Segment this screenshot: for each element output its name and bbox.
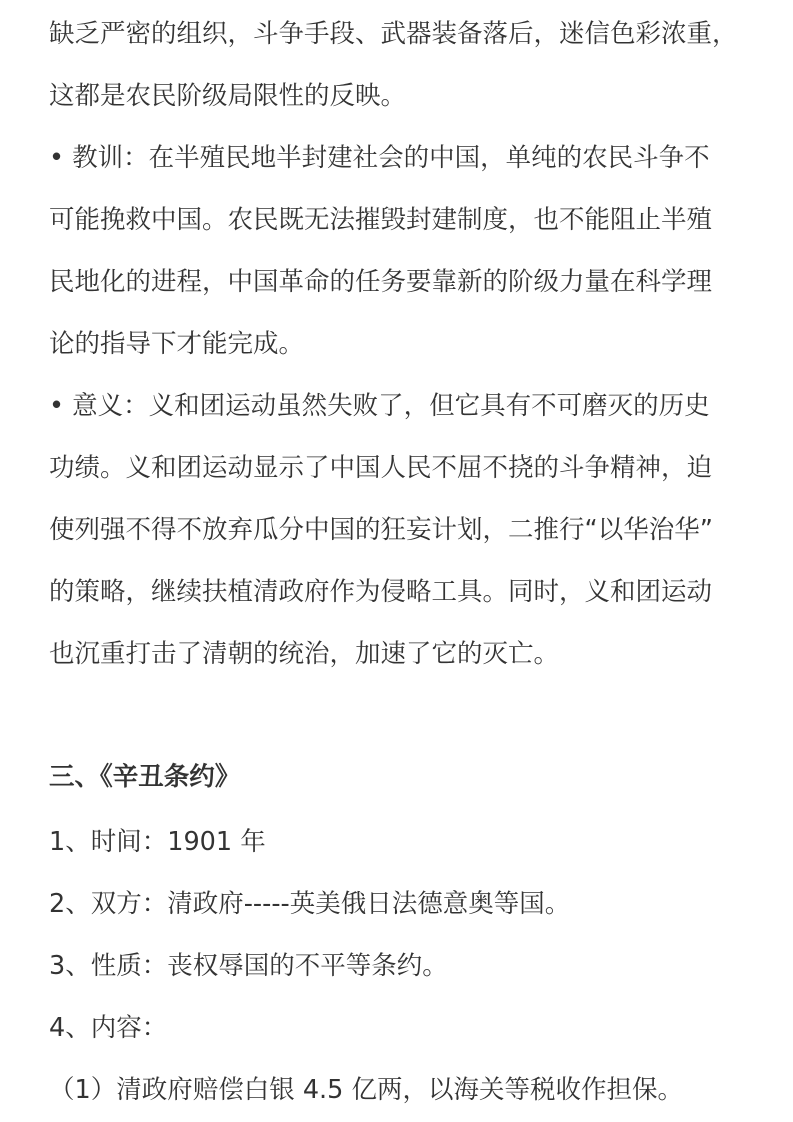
failure-paragraph-line-2: 这都是农民阶级局限性的反映。 [49, 81, 407, 111]
lesson-paragraph-line-3: 民地化的进程，中国革命的任务要靠新的阶级力量在科学理 [49, 267, 713, 297]
significance-paragraph-line-2: 功绩。义和团运动显示了中国人民不屈不挠的斗争精神，迫 [49, 453, 713, 483]
lesson-paragraph-line-4: 论的指导下才能完成。 [49, 329, 305, 359]
significance-paragraph-line-3: 使列强不得不放弃瓜分中国的狂妄计划，二推行“以华治华” [49, 515, 713, 545]
list-item-nature: 3、性质：丧权辱国的不平等条约。 [49, 951, 448, 981]
list-item-content: 4、内容： [49, 1013, 168, 1043]
section-heading: 三、《辛丑条约》 [49, 762, 241, 792]
lesson-paragraph-line-1: • 教训：在半殖民地半封建社会的中国，单纯的农民斗争不 [49, 143, 710, 173]
significance-paragraph-line-5: 也沉重打击了清朝的统治，加速了它的灭亡。 [49, 639, 560, 669]
list-item-time: 1、时间：1901 年 [49, 827, 266, 857]
list-item-content-1: （1）清政府赔偿白银 4.5 亿两，以海关等税收作担保。 [49, 1075, 683, 1105]
lesson-paragraph-line-2: 可能挽救中国。农民既无法摧毁封建制度，也不能阻止半殖 [49, 205, 713, 235]
list-item-parties: 2、双方：清政府-----英美俄日法德意奥等国。 [49, 889, 571, 919]
significance-paragraph-line-1: • 意义：义和团运动虽然失败了，但它具有不可磨灭的历史 [49, 391, 710, 421]
failure-paragraph-line-1: 缺乏严密的组织，斗争手段、武器装备落后，迷信色彩浓重， [49, 19, 738, 49]
significance-paragraph-line-4: 的策略，继续扶植清政府作为侵略工具。同时，义和团运动 [49, 577, 713, 607]
